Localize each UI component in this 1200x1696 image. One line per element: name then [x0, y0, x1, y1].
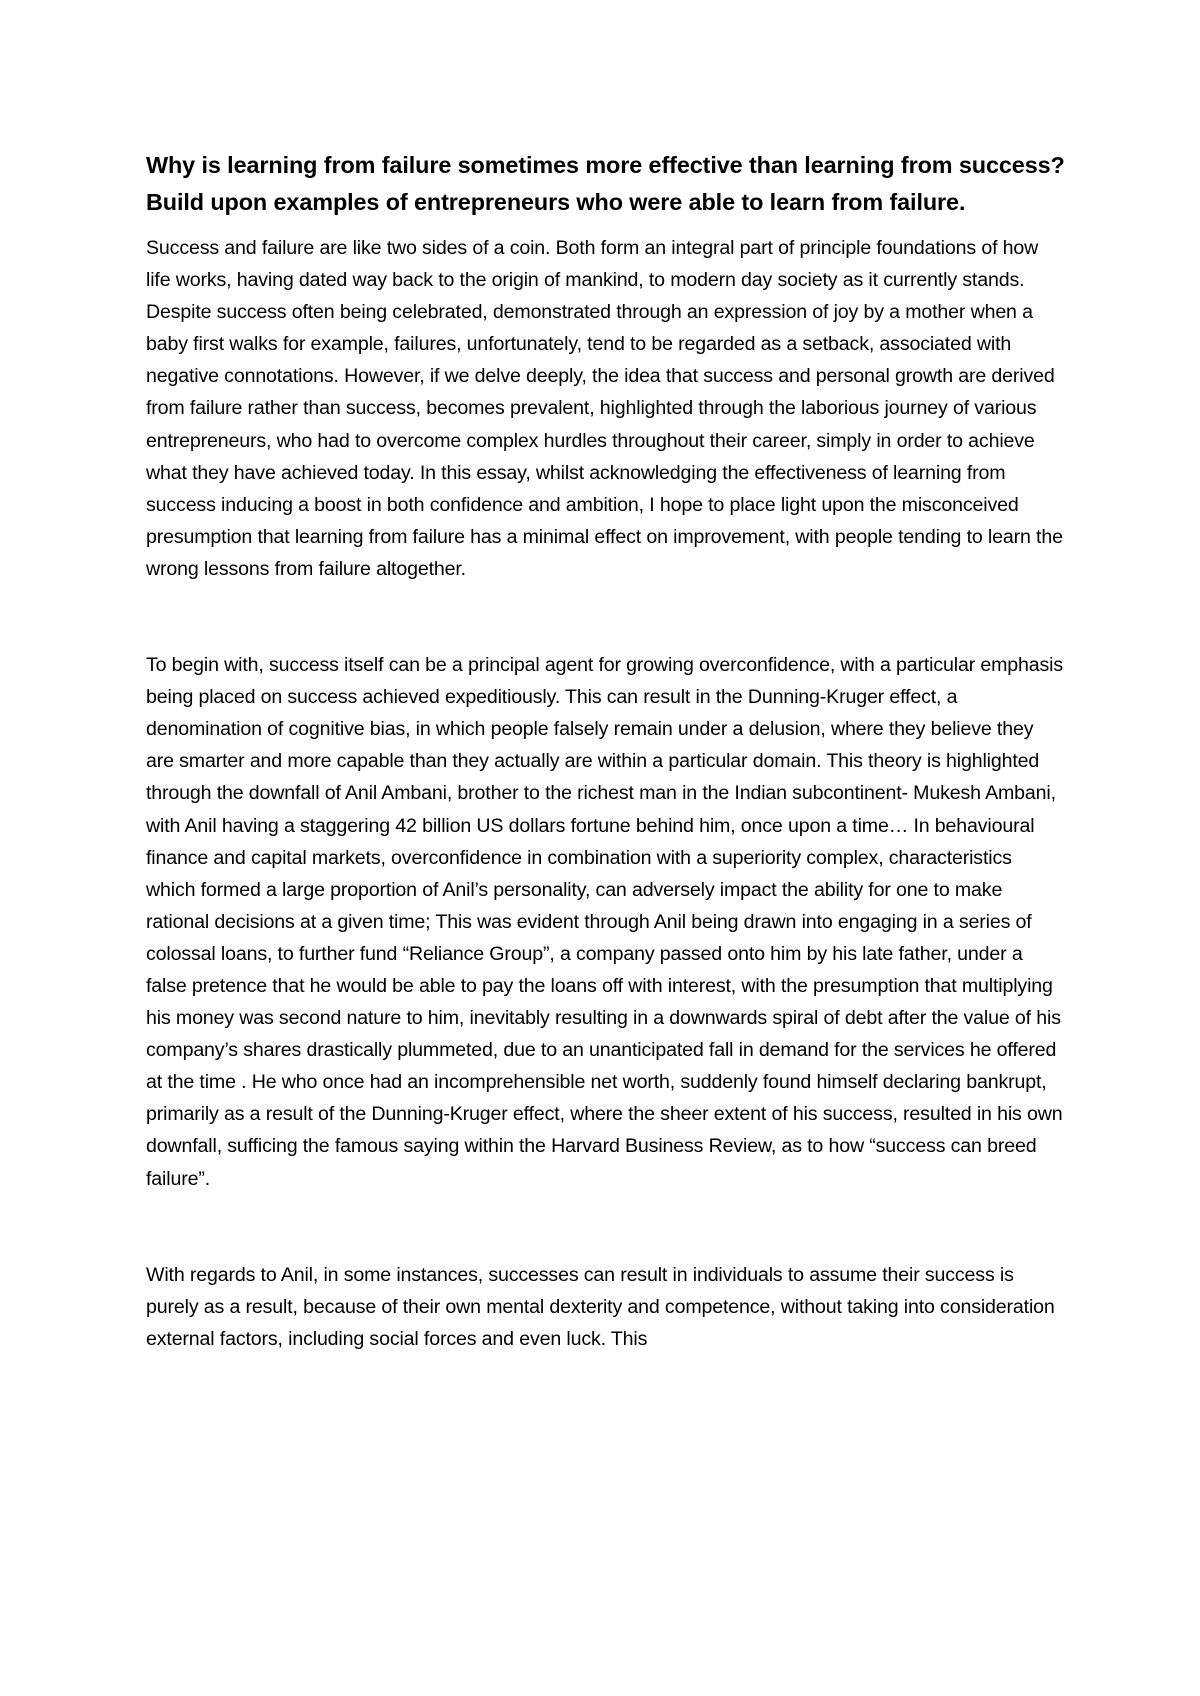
paragraph-external-factors: With regards to Anil, in some instances, successes can result in individuals to assume their success is purely as a result, because of their own mental dexterity and competence, without taking into consideration external factors, including social forces and even luck. This — [146, 1263, 1055, 1350]
document-body — [146, 147, 1066, 1355]
paragraph-spacer — [146, 585, 1066, 649]
essay-title: Why is learning from failure sometimes more effective than learning from success? Build upon examples of entrepreneurs who were able to learn from failure. — [146, 152, 1065, 215]
paragraph-introduction: Success and failure are like two sides of a coin. Both form an integral part of principle foundations of how life works, having dated way back to the origin of mankind, to modern day society as it currently stands. Despite success often being celebrated, demonstrated through an expression of joy by a mother when a baby first walks for example, failures, unfortunately, tend to be regarded as a setback, associated with negative connotations. However, if we delve deeply, the idea that success and personal growth are derived from failure rather than success, becomes prevalent, highlighted through the laborious journey of various entrepreneurs, who had to overcome complex hurdles throughout their career, simply in order to achieve what they have achieved today. In this essay, whilst acknowledging the effectiveness of learning from success inducing a boost in both confidence and ambition, I hope to place light upon the misconceived presumption that learning from failure has a minimal effect on improvement, with people tending to learn the wrong lessons from failure altogether. — [146, 237, 1063, 580]
paragraph-dunning-kruger: To begin with, success itself can be a principal agent for growing overconfidence, with a particular emphasis being placed on success achieved expeditiously. This can result in the Dunning-Kruger effect, a denomination of cognitive bias, in which people falsely remain under a delusion, where they believe they are smarter and more capable than they actually are within a particular domain. This theory is highlighted through the downfall of Anil Ambani, brother to the richest man in the Indian subcontinent- Mukesh Ambani, with Anil having a staggering 42 billion US dollars fortune behind him, once upon a time… In behavioural finance and capital markets, overconfidence in combination with a superiority complex, characteristics which formed a large proportion of Anil’s personality, can adversely impact the ability for one to make rational decisions at a given time; This was evident through Anil being drawn into engaging in a series of colossal loans, to further fund “Reliance Group”, a company passed onto him by his late father, under a false pretence that he would be able to pay the loans off with interest, with the presumption that multiplying his money was second nature to him, inevitably resulting in a downwards spiral of debt after the value of his company’s shares drastically plummeted, due to an unanticipated fall in demand for the services he offered at the time . He who once had an incomprehensible net worth, suddenly found himself declaring bankrupt, primarily as a result of the Dunning-Kruger effect, where the sheer extent of his success, resulted in his own downfall, sufficing the famous saying within the Harvard Business Review, as to how “success can breed failure”. — [146, 654, 1064, 1190]
paragraph-spacer — [146, 1195, 1066, 1259]
